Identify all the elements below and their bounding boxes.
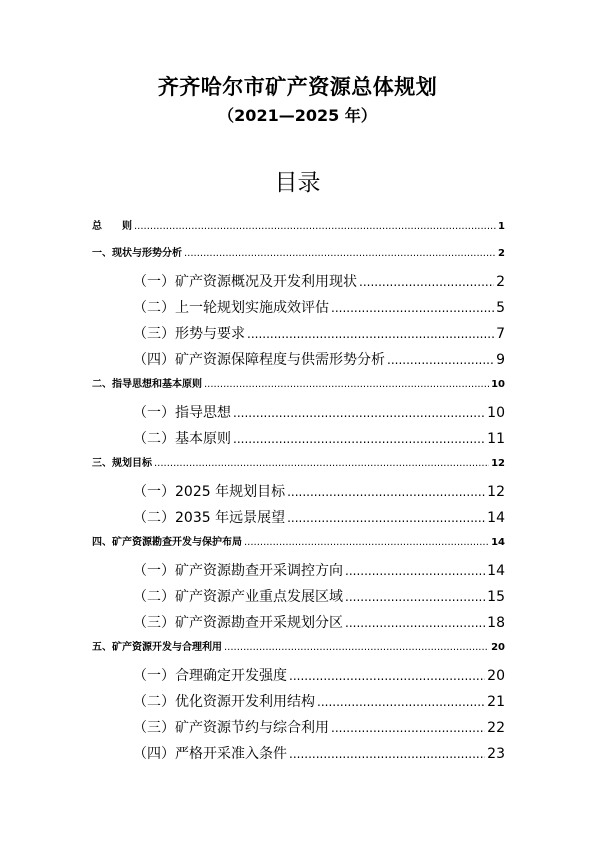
toc-leader-dots: [134, 221, 496, 232]
toc-leader-dots: [224, 642, 489, 653]
toc-entry-page-number: 5: [496, 300, 505, 316]
toc-leader-dots: [154, 458, 489, 469]
table-of-contents: [92, 217, 505, 769]
toc-leader-dots: [287, 510, 485, 526]
toc-entry-page-number: 23: [487, 746, 505, 762]
toc-entry-page-number: 2: [498, 248, 505, 259]
toc-entry-label: （一）矿产资源勘查开采调控方向: [133, 563, 343, 579]
toc-section-entry[interactable]: [92, 349, 505, 375]
toc-section-entry[interactable]: [92, 691, 505, 717]
toc-leader-dots: [317, 694, 485, 710]
toc-entry-label: 总 则: [92, 221, 132, 232]
toc-entry-label: （三）矿产资源节约与综合利用: [133, 720, 329, 736]
toc-entry-label: 二、指导思想和基本原则: [92, 379, 202, 390]
toc-leader-dots: [204, 379, 489, 390]
toc-leader-dots: [184, 248, 496, 259]
toc-section-entry[interactable]: [92, 323, 505, 349]
toc-section-entry[interactable]: [92, 402, 505, 428]
toc-entry-page-number: 20: [491, 642, 505, 653]
toc-section-entry[interactable]: [92, 665, 505, 691]
toc-entry-page-number: 14: [491, 537, 505, 548]
toc-entry-label: （二）矿产资源产业重点发展区域: [133, 589, 343, 605]
toc-entry-page-number: 1: [498, 221, 505, 232]
toc-entry-label: （一）指导思想: [133, 405, 231, 421]
toc-entry-label: 四、矿产资源勘查开发与保护布局: [92, 537, 242, 548]
toc-entry-page-number: 22: [487, 720, 505, 736]
toc-entry-label: （二）上一轮规划实施成效评估: [133, 300, 329, 316]
toc-leader-dots: [331, 720, 485, 736]
toc-entry-page-number: 12: [491, 458, 505, 469]
toc-leader-dots: [345, 563, 485, 579]
toc-section-entry[interactable]: [92, 612, 505, 638]
toc-leader-dots: [233, 431, 485, 447]
toc-leader-dots: [331, 300, 494, 316]
toc-leader-dots: [289, 746, 485, 762]
toc-entry-page-number: 18: [487, 615, 505, 631]
toc-leader-dots: [247, 326, 494, 342]
document-title: 齐齐哈尔市矿产资源总体规划: [157, 75, 438, 99]
toc-entry-label: （二）基本原则: [133, 431, 231, 447]
toc-entry-page-number: 10: [491, 379, 505, 390]
toc-section-entry[interactable]: [92, 743, 505, 769]
toc-entry-label: （一）2025 年规划目标: [133, 484, 286, 500]
toc-entry-label: （四）矿产资源保障程度与供需形势分析: [133, 352, 385, 368]
toc-entry-label: （三）形势与要求: [133, 326, 245, 342]
toc-entry-page-number: 11: [487, 431, 505, 447]
toc-heading: 目录: [274, 170, 321, 196]
toc-chapter-entry[interactable]: [92, 375, 505, 402]
toc-section-entry[interactable]: [92, 481, 505, 507]
toc-leader-dots: [244, 537, 489, 548]
toc-leader-dots: [345, 615, 485, 631]
toc-entry-page-number: 2: [496, 274, 505, 290]
toc-entry-label: （四）严格开采准入条件: [133, 746, 287, 762]
toc-section-entry[interactable]: [92, 586, 505, 612]
toc-entry-page-number: 14: [487, 563, 505, 579]
toc-chapter-entry[interactable]: [92, 638, 505, 665]
toc-entry-label: （一）合理确定开发强度: [133, 668, 287, 684]
toc-leader-dots: [287, 484, 485, 500]
toc-entry-page-number: 9: [496, 352, 505, 368]
toc-entry-label: （二）2035 年远景展望: [133, 510, 286, 526]
toc-entry-page-number: 10: [487, 405, 505, 421]
toc-leader-dots: [289, 668, 485, 684]
toc-entry-label: （一）矿产资源概况及开发利用现状: [133, 274, 357, 290]
toc-entry-label: 一、现状与形势分析: [92, 248, 182, 259]
toc-entry-label: （二）优化资源开发利用结构: [133, 694, 315, 710]
toc-entry-label: 五、矿产资源开发与合理利用: [92, 642, 222, 653]
toc-entry-page-number: 7: [496, 326, 505, 342]
toc-entry-label: （三）矿产资源勘查开采规划分区: [133, 615, 343, 631]
toc-chapter-entry[interactable]: [92, 217, 505, 244]
toc-section-entry[interactable]: [92, 560, 505, 586]
toc-chapter-entry[interactable]: [92, 533, 505, 560]
toc-leader-dots: [233, 405, 485, 421]
toc-section-entry[interactable]: [92, 428, 505, 454]
toc-chapter-entry[interactable]: [92, 454, 505, 481]
document-subtitle: （2021—2025 年）: [218, 106, 377, 125]
toc-section-entry[interactable]: [92, 271, 505, 297]
toc-leader-dots: [359, 274, 494, 290]
toc-section-entry[interactable]: [92, 717, 505, 743]
toc-entry-page-number: 12: [487, 484, 505, 500]
toc-entry-page-number: 21: [487, 694, 505, 710]
toc-leader-dots: [387, 352, 494, 368]
toc-section-entry[interactable]: [92, 507, 505, 533]
toc-entry-page-number: 20: [487, 668, 505, 684]
toc-entry-label: 三、规划目标: [92, 458, 152, 469]
toc-entry-page-number: 14: [487, 510, 505, 526]
toc-entry-page-number: 15: [487, 589, 505, 605]
toc-section-entry[interactable]: [92, 297, 505, 323]
toc-chapter-entry[interactable]: [92, 244, 505, 271]
toc-leader-dots: [345, 589, 485, 605]
